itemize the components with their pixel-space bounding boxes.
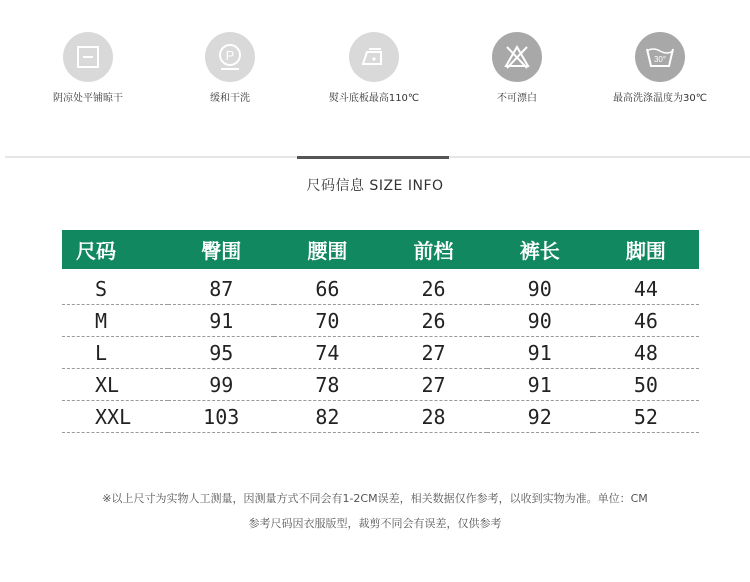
leg-opening-cell: 44 — [593, 269, 699, 305]
svg-text:P: P — [225, 48, 235, 63]
care-label: 不可漂白 — [497, 93, 537, 104]
waist-cell: 70 — [274, 305, 380, 337]
section-title: 尺码信息 SIZE INFO — [306, 178, 444, 194]
hip-cell: 95 — [168, 337, 274, 369]
header-hip: 臀围 — [168, 230, 274, 269]
size-table — [62, 230, 699, 433]
length-cell: 91 — [487, 369, 593, 401]
leg-opening-cell: 50 — [593, 369, 699, 401]
leg-opening-cell: 46 — [593, 305, 699, 337]
table-row — [62, 337, 699, 369]
front-rise-cell: 28 — [380, 401, 486, 433]
length-cell: 90 — [487, 305, 593, 337]
wash-30-icon — [635, 32, 685, 82]
header-leg-opening: 脚围 — [593, 230, 699, 269]
flat-dry-icon — [63, 32, 113, 82]
table-row — [62, 369, 699, 401]
header-front-rise: 前档 — [380, 230, 486, 269]
hip-cell: 91 — [168, 305, 274, 337]
care-item-iron — [314, 32, 434, 104]
front-rise-cell: 27 — [380, 369, 486, 401]
care-item-no-bleach — [457, 32, 577, 104]
hip-cell: 87 — [168, 269, 274, 305]
reference-note: 参考尺码因衣服版型，裁剪不同会有误差，仅供参考 — [248, 517, 502, 530]
size-cell: L — [62, 337, 168, 369]
care-label: 阴凉处平铺晾干 — [53, 93, 123, 104]
header-waist: 腰围 — [274, 230, 380, 269]
length-cell: 92 — [487, 401, 593, 433]
front-rise-cell: 27 — [380, 337, 486, 369]
size-cell: XL — [62, 369, 168, 401]
measurement-note: ※以上尺寸为实物人工测量，因测量方式不同会有1-2CM误差，相关数据仅作参考，以收到实物为准。单位：CM — [102, 492, 648, 505]
leg-opening-cell: 52 — [593, 401, 699, 433]
header-size: 尺码 — [62, 230, 168, 269]
care-item-flat-dry — [28, 32, 148, 104]
care-item-dry-clean — [170, 32, 290, 104]
header-length: 裤长 — [487, 230, 593, 269]
table-row — [62, 401, 699, 433]
no-bleach-icon — [492, 32, 542, 82]
table-header-row — [62, 230, 699, 269]
size-cell: XXL — [62, 401, 168, 433]
hip-cell: 103 — [168, 401, 274, 433]
waist-cell: 78 — [274, 369, 380, 401]
waist-cell: 74 — [274, 337, 380, 369]
care-instructions — [0, 0, 750, 150]
front-rise-cell: 26 — [380, 305, 486, 337]
table-row — [62, 305, 699, 337]
size-cell: M — [62, 305, 168, 337]
leg-opening-cell: 48 — [593, 337, 699, 369]
size-cell: S — [62, 269, 168, 305]
waist-cell: 82 — [274, 401, 380, 433]
length-cell: 91 — [487, 337, 593, 369]
svg-text:30°: 30° — [653, 55, 667, 64]
gentle-dry-clean-icon — [205, 32, 255, 82]
care-item-wash-30 — [600, 32, 720, 104]
table-row — [62, 269, 699, 305]
care-label: 熨斗底板最高110℃ — [328, 93, 420, 104]
waist-cell: 66 — [274, 269, 380, 305]
care-label: 最高洗涤温度为30℃ — [613, 93, 707, 104]
front-rise-cell: 26 — [380, 269, 486, 305]
hip-cell: 99 — [168, 369, 274, 401]
section-divider-accent — [297, 156, 449, 159]
care-label: 缓和干洗 — [210, 93, 250, 104]
length-cell: 90 — [487, 269, 593, 305]
iron-icon — [349, 32, 399, 82]
